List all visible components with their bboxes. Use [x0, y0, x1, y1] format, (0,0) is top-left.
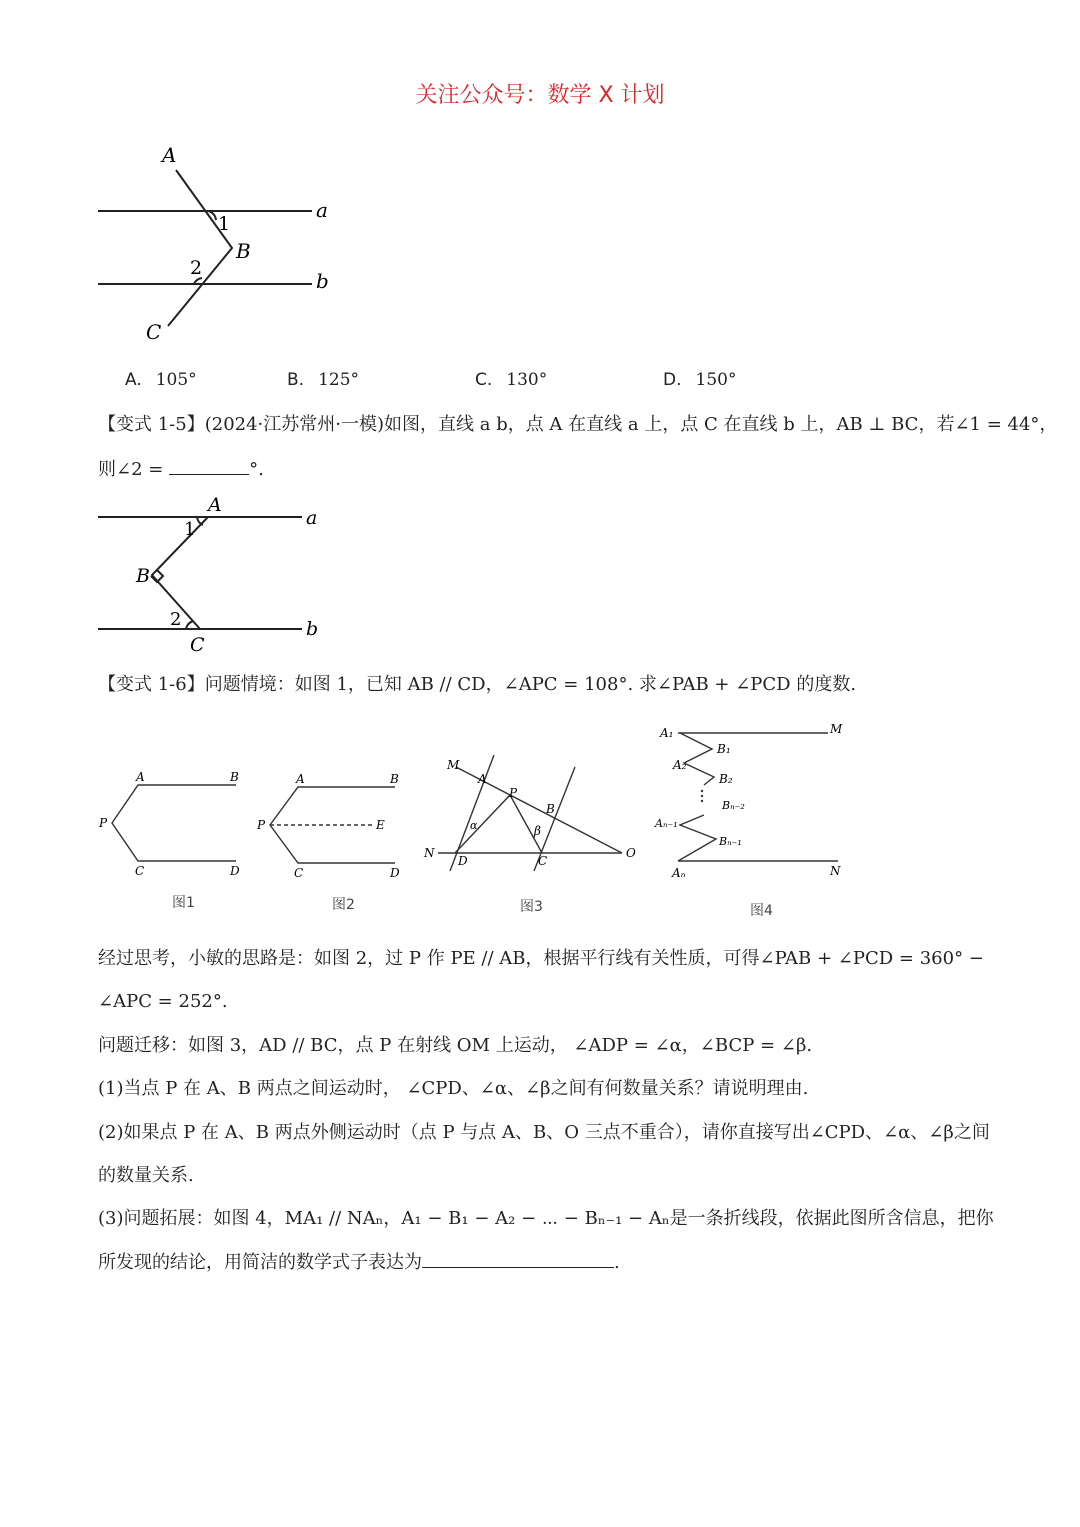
svg-text:D: D	[230, 864, 240, 878]
figure-row	[90, 715, 860, 925]
answer-blank-2[interactable]	[422, 1249, 614, 1268]
label-b: b	[306, 618, 319, 640]
label-B: B	[236, 239, 251, 263]
caption-fig1: 图1	[172, 895, 195, 911]
q15-line1: 【变式 1-5】(2024·江苏常州·一模)如图，直线 a b，点 A 在直线 a 上，点 C 在直线 b 上，AB ⊥ BC，若∠1 = 44°，	[98, 414, 1058, 435]
label-a: a	[306, 507, 318, 529]
choice-a: A. 105°	[125, 370, 197, 390]
svg-text:D: D	[390, 866, 400, 880]
svg-text:Aₙ: Aₙ	[672, 866, 686, 880]
svg-text:A₂: A₂	[673, 758, 687, 772]
svg-text:D: D	[458, 854, 468, 868]
q16-intro: 【变式 1-6】问题情境：如图 1，已知 AB // CD，∠APC = 108°. 求∠PAB + ∠PCD 的度数.	[98, 674, 857, 695]
svg-text:A₁: A₁	[660, 726, 674, 740]
label-B: B	[136, 565, 150, 587]
q16-think-1: 经过思考，小敏的思路是：如图 2，过 P 作 PE // AB，根据平行线有关性质，可得∠PAB + ∠PCD = 360° −	[98, 948, 984, 969]
svg-text:A: A	[478, 772, 487, 786]
figure-parallel-lines-1	[90, 140, 350, 350]
svg-text:α: α	[470, 819, 478, 832]
answer-blank[interactable]	[169, 456, 249, 475]
svg-text:Bₙ₋₂: Bₙ₋₂	[722, 799, 745, 812]
svg-text:O: O	[626, 846, 636, 860]
q16-part-1: (1)当点 P 在 A、B 两点之间运动时， ∠CPD、∠α、∠β之间有何数量关系？请说明理由.	[98, 1078, 809, 1099]
q15-line2: 则∠2 = °.	[98, 456, 998, 483]
label-angle-2: 2	[170, 609, 182, 630]
figure-parallel-lines-2	[90, 495, 330, 660]
svg-text:B: B	[546, 802, 555, 816]
svg-text:Aₙ₋₁: Aₙ₋₁	[655, 817, 678, 830]
choice-d: D. 150°	[663, 370, 737, 390]
label-C: C	[190, 634, 205, 656]
page-header: 关注公众号：数学 X 计划	[415, 83, 665, 108]
choice-b: B. 125°	[287, 370, 360, 390]
label-angle-1: 1	[218, 213, 231, 235]
label-a: a	[316, 198, 328, 222]
svg-text:B₂: B₂	[719, 772, 733, 786]
svg-text:B₁: B₁	[717, 742, 731, 756]
svg-text:C: C	[538, 854, 548, 868]
svg-text:P: P	[257, 818, 266, 832]
svg-text:M: M	[447, 758, 460, 772]
svg-text:β: β	[534, 824, 541, 838]
choice-c: C. 130°	[475, 370, 548, 390]
svg-text:A: A	[136, 770, 145, 784]
svg-text:P: P	[99, 816, 108, 830]
svg-text:C: C	[135, 864, 145, 878]
svg-text:P: P	[509, 786, 518, 800]
q16-think-2: ∠APC = 252°.	[98, 991, 228, 1012]
label-A: A	[208, 495, 222, 516]
label-angle-2: 2	[190, 257, 203, 279]
q16-part-3a: (3)问题拓展：如图 4，MA₁ // NAₙ，A₁ − B₁ − A₂ − ⋯ − Bₙ₋₁ − Aₙ是一条折线段，依据此图所含信息，把你	[98, 1208, 994, 1229]
svg-text:N: N	[830, 864, 841, 878]
svg-text:N: N	[424, 846, 435, 860]
svg-text:B: B	[230, 770, 239, 784]
svg-text:A: A	[296, 772, 305, 786]
label-C: C	[146, 320, 162, 344]
label-b: b	[316, 269, 329, 293]
svg-text:E: E	[376, 818, 385, 832]
svg-text:M: M	[830, 722, 843, 736]
svg-text:C: C	[294, 866, 304, 880]
caption-fig3: 图3	[520, 899, 543, 915]
q16-part-3b: 所发现的结论，用简洁的数学式子表达为 .	[98, 1249, 998, 1276]
label-A: A	[162, 143, 177, 167]
svg-text:Bₙ₋₁: Bₙ₋₁	[719, 835, 742, 848]
q16-part-2a: (2)如果点 P 在 A、B 两点外侧运动时（点 P 与点 A、B、O 三点不重合），请你直接写出∠CPD、∠α、∠β之间	[98, 1122, 990, 1143]
caption-fig4: 图4	[750, 903, 773, 919]
q16-transfer: 问题迁移：如图 3，AD // BC，点 P 在射线 OM 上运动， ∠ADP = ∠α，∠BCP = ∠β.	[98, 1035, 813, 1056]
label-angle-1: 1	[184, 519, 196, 540]
svg-text:B: B	[390, 772, 399, 786]
caption-fig2: 图2	[332, 897, 355, 913]
q16-part-2b: 的数量关系.	[98, 1165, 194, 1186]
